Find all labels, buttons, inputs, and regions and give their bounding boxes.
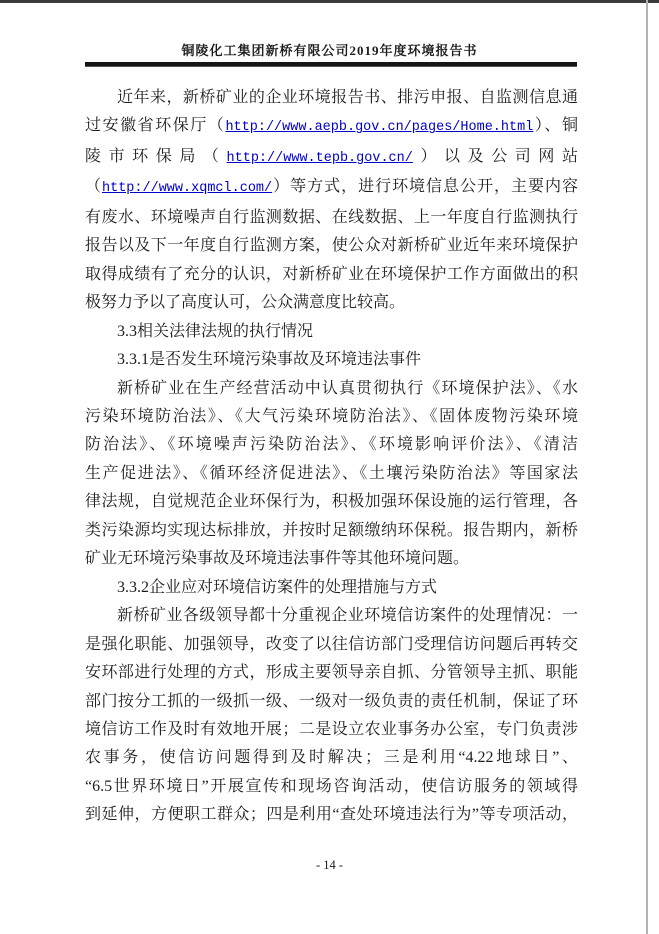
paragraph bbox=[85, 84, 578, 318]
scan-top-edge bbox=[0, 0, 659, 3]
text-run: 3.3.1是否发生环境污染事故及环境违法事件 bbox=[117, 351, 422, 369]
text-run: 有废水、环境噪声自行监测数据、在线数据、上一年度自行监测执行 bbox=[85, 208, 578, 226]
header-title: 铜陵化工集团新桥有限公司2019年度环境报告书 bbox=[181, 43, 478, 58]
text-line bbox=[85, 143, 578, 173]
text-run: 安环部进行处理的方式，形成主要领导亲自抓、分管领导主抓、职能 bbox=[85, 664, 578, 682]
text-run: 近年来，新桥矿业的企业环境报告书、排污申报、自监测信息通 bbox=[117, 89, 578, 106]
text-run: 报告以及下一年度自行监测方案，使公众对新桥矿业近年来环境保护 bbox=[85, 237, 578, 255]
page-number: - 14 - bbox=[315, 858, 344, 872]
text-line bbox=[85, 488, 578, 516]
text-run: 农事务，使信访问题得到及时解决；三是利用“4.22地球日”、 bbox=[85, 749, 578, 767]
text-run: 新桥矿业各级领导都十分重视企业环境信访案件的处理情况：一 bbox=[117, 607, 578, 625]
text-run: ）等方式，进行环境信息公开，主要内容 bbox=[272, 178, 578, 196]
scan-right-edge bbox=[646, 0, 648, 934]
text-run: ）、铜 bbox=[533, 117, 578, 135]
header-rule bbox=[85, 62, 577, 67]
text-run: “6.5世界环境日”开展宣传和现场咨询活动，使信访服务的领域得 bbox=[85, 777, 578, 795]
text-line bbox=[85, 403, 578, 431]
text-run: 过安徽省环保厅（ bbox=[85, 117, 226, 135]
text-line bbox=[85, 375, 578, 403]
url-link[interactable]: http://www.xqmcl.com/ bbox=[102, 181, 273, 197]
text-line bbox=[85, 773, 578, 801]
text-run: 防治法》、《环境噪声污染防治法》、《环境影响评价法》、《清洁 bbox=[85, 436, 578, 454]
text-run: 类污染源均实现达标排放，并按时足额缴纳环保税。报告期内，新桥 bbox=[85, 521, 578, 539]
text-run: 污染环境防治法》、《大气污染环境防治法》、《固体废物污染环境 bbox=[85, 407, 578, 425]
page-footer bbox=[0, 858, 659, 873]
text-line bbox=[85, 112, 578, 142]
section-heading bbox=[85, 346, 578, 374]
text-run: 是强化职能、加强领导，改变了以往信访部门受理信访问题后再转交 bbox=[85, 635, 578, 653]
text-run: 3.3.2企业应对环境信访案件的处理措施与方式 bbox=[117, 578, 438, 596]
text-line bbox=[85, 261, 578, 289]
text-run: 部门按分工抓的一级抓一级、一级对一级负责的责任机制，保证了环 bbox=[85, 692, 578, 710]
text-run: 新桥矿业在生产经营活动中认真贯彻执行《环境保护法》、《水 bbox=[117, 379, 578, 397]
section-heading bbox=[85, 318, 578, 346]
text-line bbox=[85, 460, 578, 488]
text-line bbox=[85, 574, 578, 602]
text-line bbox=[85, 545, 578, 573]
text-line bbox=[85, 517, 578, 545]
text-run: 律法规，自觉规范企业环保行为，积极加强环保设施的运行管理，各 bbox=[85, 493, 578, 511]
text-line bbox=[85, 716, 578, 744]
text-run: 到延伸，方便职工群众；四是利用“查处环境违法行为”等专项活动， bbox=[85, 806, 578, 824]
text-run: 取得成绩有了充分的认识，对新桥矿业在环境保护工作方面做出的积 bbox=[85, 265, 578, 283]
text-line bbox=[85, 631, 578, 659]
section-heading bbox=[85, 574, 578, 602]
text-run: 极努力予以了高度认可，公众满意度比较高。 bbox=[85, 294, 406, 312]
url-link[interactable]: http://www.aepb.gov.cn/pages/Home.html bbox=[225, 120, 534, 136]
text-line bbox=[85, 602, 578, 630]
text-line bbox=[85, 688, 578, 716]
text-run: 矿业无环境污染事故及环境违法事件等其他环境问题。 bbox=[85, 550, 470, 568]
text-line bbox=[85, 289, 578, 317]
document-body bbox=[85, 84, 578, 830]
text-line bbox=[85, 659, 578, 687]
text-line bbox=[85, 431, 578, 459]
paragraph bbox=[85, 602, 578, 830]
url-link[interactable]: http://www.tepb.gov.cn/ bbox=[226, 150, 413, 166]
text-line bbox=[85, 318, 578, 346]
text-line bbox=[85, 346, 578, 374]
paragraph bbox=[85, 375, 578, 574]
text-line bbox=[85, 84, 578, 112]
text-run: 境信访工作及时有效地开展；二是设立农业事务办公室，专门负责涉 bbox=[85, 720, 578, 738]
text-line bbox=[85, 801, 578, 829]
text-run: 生产促进法》、《循环经济促进法》、《土壤污染防治法》等国家法 bbox=[85, 464, 578, 482]
text-run: 3.3相关法律法规的执行情况 bbox=[117, 322, 314, 340]
text-line bbox=[85, 204, 578, 232]
text-line bbox=[85, 744, 578, 772]
text-run: ）以及公司网站 bbox=[412, 147, 578, 165]
text-line bbox=[85, 173, 578, 203]
text-run: （ bbox=[85, 178, 102, 196]
text-run: 陵市环保局（ bbox=[85, 147, 227, 165]
text-line bbox=[85, 232, 578, 260]
